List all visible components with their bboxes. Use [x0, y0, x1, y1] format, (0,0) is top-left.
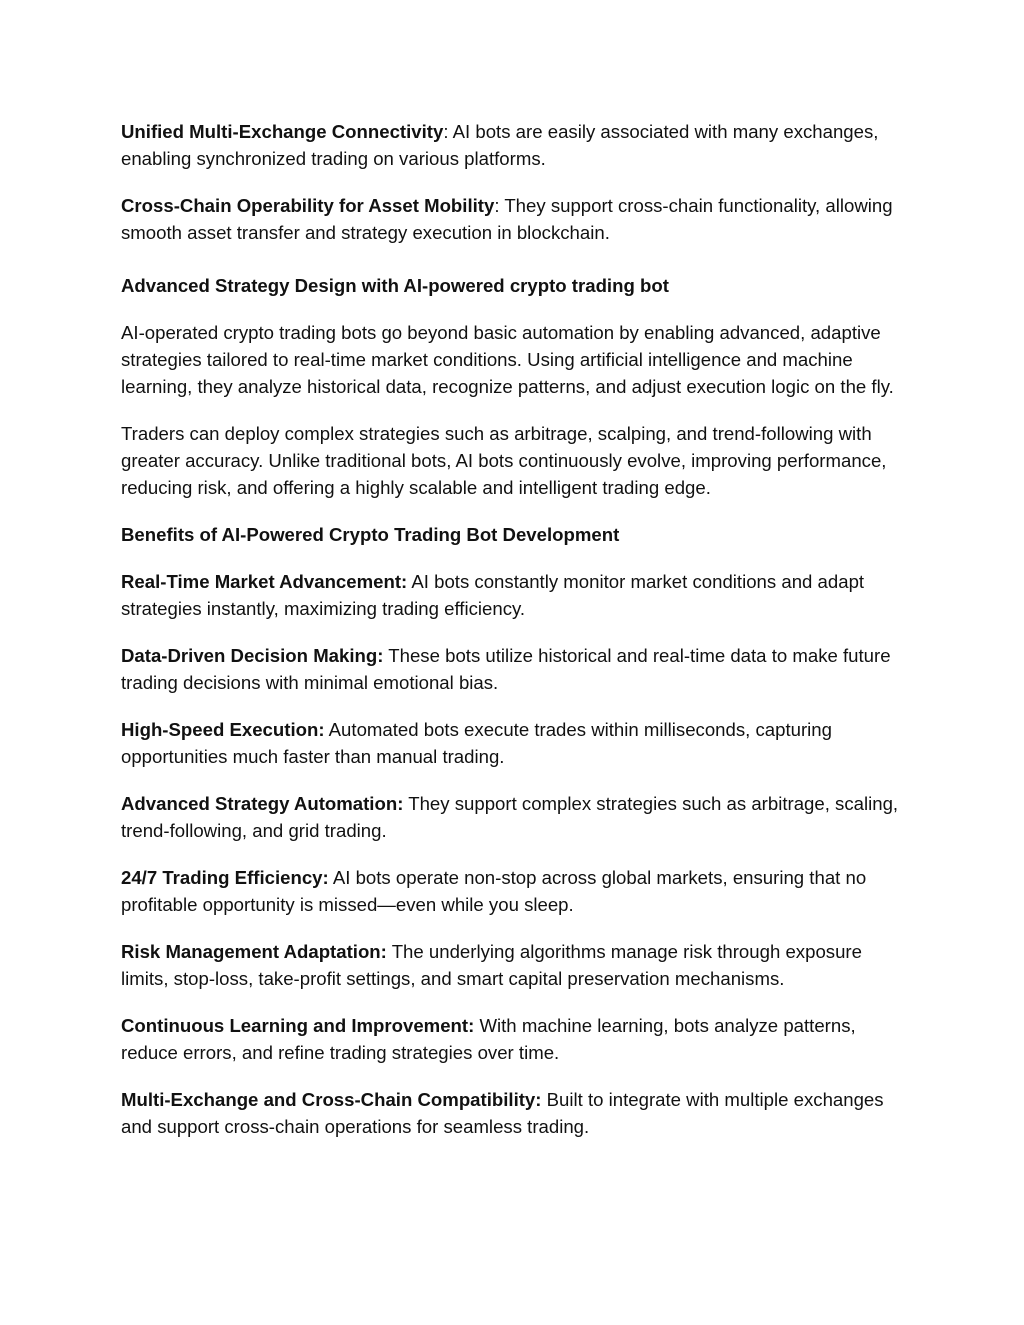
benefit-lead: Data-Driven Decision Making: [121, 645, 384, 666]
benefit-lead: 24/7 Trading Efficiency: [121, 867, 329, 888]
intro-paragraph-cross-chain [121, 192, 911, 246]
benefit-item-24-7 [121, 864, 911, 918]
benefit-lead: Real-Time Market Advancement: [121, 571, 408, 592]
intro-lead: Unified Multi-Exchange Connectivity [121, 121, 444, 142]
section-heading-advanced-strategy: Advanced Strategy Design with AI-powered crypto trading bot [121, 275, 669, 296]
benefit-text: These bots utilize historical and real-time data to make future trading decisions with minimal emotional bias. [121, 645, 891, 693]
intro-lead: Cross-Chain Operability for Asset Mobility [121, 195, 495, 216]
benefit-item-strategy-automation [121, 790, 911, 844]
benefit-lead: High-Speed Execution: [121, 719, 325, 740]
intro-separator: : [443, 121, 453, 142]
intro-text: They support cross-chain functionality, allowing smooth asset transfer and strategy execution in blockchain. [121, 195, 893, 243]
benefit-text: AI bots constantly monitor market conditions and adapt strategies instantly, maximizing trading efficiency. [121, 571, 865, 619]
benefit-text: Automated bots execute trades within milliseconds, capturing opportunities much faster than manual trading. [121, 719, 832, 767]
benefit-item-real-time [121, 568, 911, 622]
benefit-text: Built to integrate with multiple exchanges and support cross-chain operations for seamless trading. [121, 1089, 884, 1137]
document-page [121, 118, 911, 1140]
benefit-item-multi-exchange [121, 1086, 911, 1140]
benefit-text: The underlying algorithms manage risk through exposure limits, stop-loss, take-profit settings, and smart capital preservation mechanisms. [121, 941, 862, 989]
intro-separator: : [494, 195, 505, 216]
benefit-text: AI bots operate non-stop across global markets, ensuring that no profitable opportunity is missed—even while you sleep. [121, 867, 867, 915]
benefit-item-high-speed [121, 716, 911, 770]
benefit-item-data-driven [121, 642, 911, 696]
benefit-text: They support complex strategies such as arbitrage, scaling, trend-following, and grid trading. [121, 793, 899, 841]
benefit-item-risk-management [121, 938, 911, 992]
section-paragraph: Traders can deploy complex strategies such as arbitrage, scalping, and trend-following with greater accuracy. Unlike traditional bots, AI bots continuously evolve, improving performance, reducing risk, and offering a highly scalable and intelligent trading edge. [121, 423, 887, 498]
benefit-lead: Continuous Learning and Improvement: [121, 1015, 475, 1036]
section-heading-benefits: Benefits of AI-Powered Crypto Trading Bot Development [121, 524, 620, 545]
benefit-text: With machine learning, bots analyze patterns, reduce errors, and refine trading strategies over time. [121, 1015, 856, 1063]
benefit-lead: Multi-Exchange and Cross-Chain Compatibility: [121, 1089, 542, 1110]
benefit-item-continuous-learning [121, 1012, 911, 1066]
section-paragraph: AI-operated crypto trading bots go beyond basic automation by enabling advanced, adaptive strategies tailored to real-time market conditions. Using artificial intelligence and machine learning, they analyze historical data, recognize patterns, and adjust execution logic on the fly. [121, 322, 894, 397]
intro-paragraph-multi-exchange [121, 118, 911, 172]
intro-text: AI bots are easily associated with many exchanges, enabling synchronized trading on various platforms. [121, 121, 879, 169]
benefit-lead: Risk Management Adaptation: [121, 941, 387, 962]
benefit-lead: Advanced Strategy Automation: [121, 793, 404, 814]
